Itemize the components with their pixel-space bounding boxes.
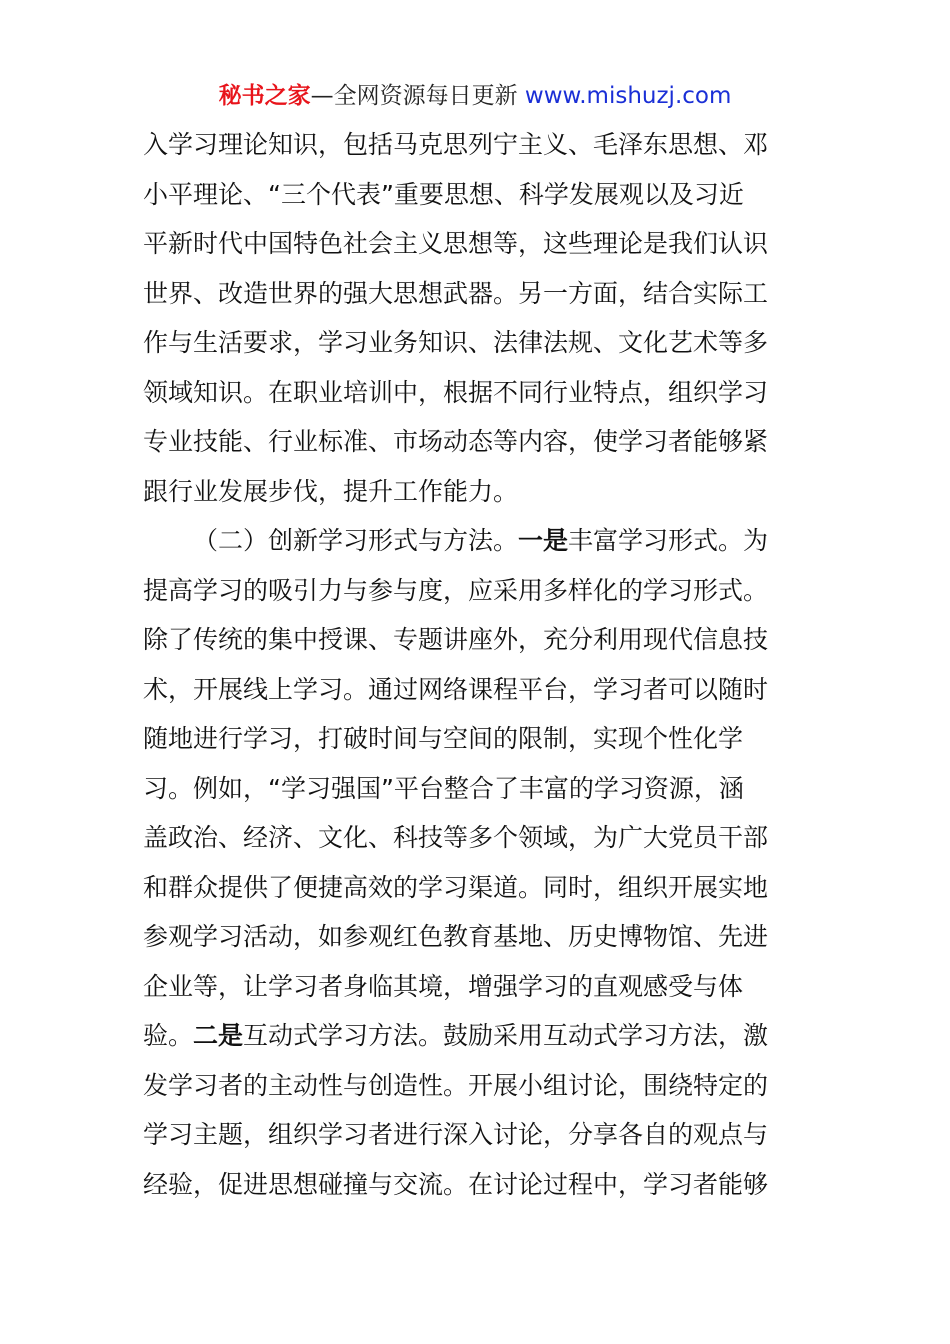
section-heading: （二）创新学习形式与方法。 xyxy=(193,526,519,555)
text-line-with-bold xyxy=(143,1011,807,1061)
site-tagline: —全网资源每日更新 xyxy=(310,83,525,109)
text-line: 提高学习的吸引力与参与度，应采用多样化的学习形式。 xyxy=(143,575,769,605)
site-header xyxy=(0,80,950,112)
bold-marker: 一是 xyxy=(518,526,569,555)
bold-marker: 二是 xyxy=(193,1021,244,1050)
site-brand: 秘书之家 xyxy=(218,83,311,109)
section-heading-line xyxy=(143,516,807,566)
text-line: 术，开展线上学习。通过网络课程平台，学习者可以随时 xyxy=(143,674,769,704)
text-line: 学习主题，组织学习者进行深入讨论，分享各自的观点与 xyxy=(143,1120,769,1149)
text-run: 验。 xyxy=(143,1021,194,1050)
text-line: 企业等，让学习者身临其境，增强学习的直观感受与体 xyxy=(143,971,744,1001)
text-line: 习。例如，“学习强国”平台整合了丰富的学习资源，涵 xyxy=(143,773,744,803)
text-line: 经验，促进思想碰撞与交流。在讨论过程中，学习者能够 xyxy=(143,1169,769,1199)
site-url-link[interactable]: www.mishuzj.com xyxy=(524,83,732,109)
text-line: 盖政治、经济、文化、科技等多个领域，为广大党员干部 xyxy=(143,823,769,852)
text-line: 发学习者的主动性与创造性。开展小组讨论，围绕特定的 xyxy=(143,1070,769,1100)
text-line: 平新时代中国特色社会主义思想等，这些理论是我们认识 xyxy=(143,229,769,258)
text-line: 作与生活要求，学习业务知识、法律法规、文化艺术等多 xyxy=(143,328,769,357)
text-line: 世界、改造世界的强大思想武器。另一方面，结合实际工 xyxy=(143,278,769,308)
text-line: 除了传统的集中授课、专题讲座外，充分利用现代信息技 xyxy=(143,625,769,654)
text-line: 随地进行学习，打破时间与空间的限制，实现个性化学 xyxy=(143,724,744,753)
text-run: 丰富学习形式。为 xyxy=(568,526,769,555)
text-line: 参观学习活动，如参观红色教育基地、历史博物馆、先进 xyxy=(143,922,769,951)
text-line: 入学习理论知识，包括马克思列宁主义、毛泽东思想、邓 xyxy=(143,130,769,159)
text-line: 小平理论、“三个代表”重要思想、科学发展观以及习近 xyxy=(143,179,744,209)
document-body xyxy=(143,120,807,1209)
text-line: 领域知识。在职业培训中，根据不同行业特点，组织学习 xyxy=(143,377,769,407)
text-line: 和群众提供了便捷高效的学习渠道。同时，组织开展实地 xyxy=(143,872,769,902)
text-line: 专业技能、行业标准、市场动态等内容，使学习者能够紧 xyxy=(143,427,769,456)
text-run: 互动式学习方法。鼓励采用互动式学习方法，激 xyxy=(243,1021,769,1050)
text-line: 跟行业发展步伐，提升工作能力。 xyxy=(143,476,519,506)
